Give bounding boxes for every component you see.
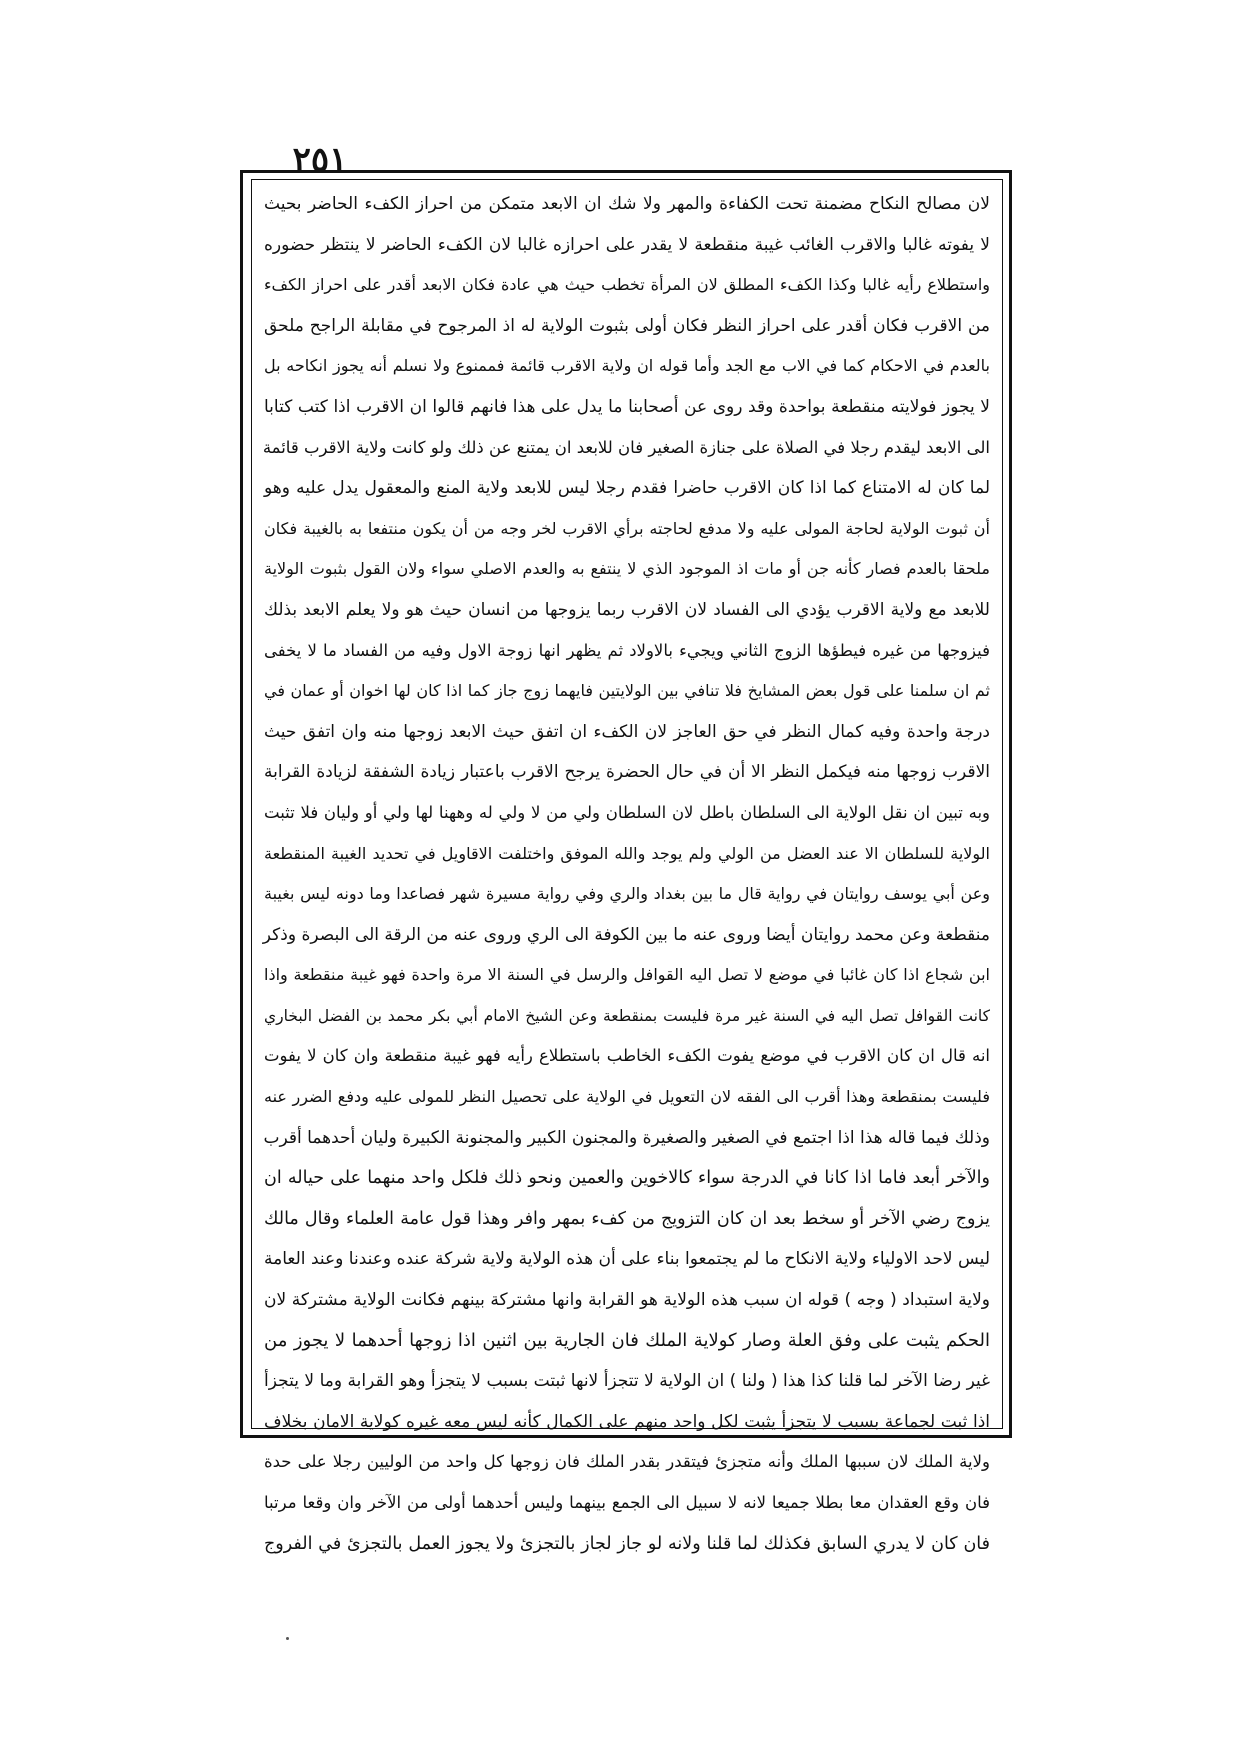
text-line: لان مصالح النكاح مضمنة تحت الكفاءة والمهر ولا شك ان الابعد متمكن من احراز الكفء الحاضر بحيث bbox=[264, 194, 990, 214]
text-line: غير رضا الآخر لما قلنا كذا هذا ( ولنا ) ان الولاية لا تتجزأ لانها ثبتت بسبب لا يتجزأ وهو القرابة وما لا يتجزأ bbox=[264, 1371, 990, 1392]
text-line: منقطعة وعن محمد روايتان أيضا وروى عنه ما بين الكوفة الى الري وروى عنه من الرقة الى البصرة وذكر bbox=[262, 924, 990, 945]
text-frame bbox=[251, 179, 1003, 1554]
text-line: وبه تبين ان نقل الولاية الى السلطان باطل لان السلطان ولي من لا ولي له وههنا لها ولي أو وليان فلا تثبت bbox=[264, 802, 990, 822]
text-line: فان وقع العقدان معا بطلا جميعا لانه لا سبيل الى الجمع بينهما وليس أحدهما أولى من الآخر وان وقعا مرتبا bbox=[264, 1493, 990, 1512]
text-line: ولاية استبداد ( وجه ) قوله ان سبب هذه الولاية هو القرابة وانها مشتركة بينهم فكانت الولاية مشتركة لان bbox=[264, 1290, 990, 1311]
text-line: واستطلاع رأيه غالبا وكذا الكفء المطلق لان المرأة تخطب حيث هي عادة فكان الابعد أقدر على احراز الكفء bbox=[264, 275, 990, 295]
page-number-text: ٢٥١ bbox=[292, 140, 348, 180]
text-line: فليست بمنقطعة وهذا أقرب الى الفقه لان التعويل في الولاية على تحصيل النظر للمولى عليه ودفع الضرر عنه bbox=[264, 1087, 990, 1107]
text-line: ثم ان سلمنا على قول بعض المشايخ فلا تنافي بين الولايتين فايهما زوج جاز كما اذا كان لها اخوان أو عمان في bbox=[264, 681, 990, 701]
text-line: ابن شجاع اذا كان غائبا في موضع لا تصل اليه القوافل والرسل في السنة الا مرة واحدة فهو غيبة منقطعة واذا bbox=[264, 965, 990, 985]
text-line: من الاقرب فكان أقدر على احراز النظر فكان أولى بثبوت الولاية له اذ المرجوح في مقابلة الراجح ملحق bbox=[264, 315, 990, 336]
text-line: أن ثبوت الولاية لحاجة المولى عليه ولا مدفع لحاجته برأي الاقرب لخر وجه من أن يكون منتفعا به بالغيبة فكان bbox=[264, 518, 990, 538]
text-line: انه قال ان كان الاقرب في موضع يفوت الكفء الخاطب باستطلاع رأيه فهو غيبة منقطعة وان كان لا يفوت bbox=[264, 1046, 990, 1066]
text-line: ليس لاحد الاولياء ولاية الانكاح ما لم يجتمعوا بناء على أن هذه الولاية ولاية شركة عنده وعندنا وعند العامة bbox=[264, 1249, 990, 1270]
text-line bbox=[264, 1564, 990, 1605]
page-frame bbox=[240, 170, 1012, 1554]
text-line: لما كان له الامتناع كما اذا كان الاقرب حاضرا فقدم رجلا ليس للابعد ولاية المنع والمعقول يدل عليه وهو bbox=[264, 478, 990, 499]
stray-mark bbox=[286, 1637, 289, 1640]
text-line: فيزوجها من غيره فيطؤها الزوج الثاني ويجيء بالاولاد ثم يظهر انها زوجة الاول وفيه من الفساد ما لا يخفى bbox=[264, 640, 990, 660]
text-line: ولاية الملك لان سببها الملك وأنه متجزئ فيتقدر بقدر الملك فان زوجها كل واحد من الوليين رجلا على حدة bbox=[264, 1452, 990, 1472]
text-line: الحكم يثبت على وفق العلة وصار كولاية الملك فان الجارية بين اثنين اذا زوجها أحدهما لا يجوز من bbox=[264, 1329, 990, 1351]
text-line: بالعدم في الاحكام كما في الاب مع الجد وأما قوله ان ولاية الاقرب قائمة فممنوع ولا نسلم أنه يجوز انكاحه بل bbox=[264, 356, 990, 376]
text-line: درجة واحدة وفيه كمال النظر في حق العاجز لان الكفء ان اتفق حيث الابعد زوجها منه وان اتفق حيث bbox=[264, 721, 990, 742]
text-line: الاقرب زوجها منه فيكمل النظر الا أن في حال الحضرة يرجح الاقرب باعتبار زيادة الشفقة لزيادة القرابة bbox=[264, 762, 990, 783]
text-line: لا يجوز فولايته منقطعة بواحدة وقد روى عن أصحابنا ما يدل على هذا فانهم قالوا ان الاقرب اذا كتب كتابا bbox=[264, 396, 990, 417]
text-line: كانت القوافل تصل اليه في السنة غير مرة فليست بمنقطعة وعن الشيخ الامام أبي بكر محمد بن الفضل البخاري bbox=[264, 1006, 990, 1025]
text-line: ملحقا بالعدم فصار كأنه جن أو مات اذ الموجود الذي لا ينتفع به والعدم الاصلي سواء ولان القول بثبوت الولاية bbox=[264, 559, 990, 579]
text-line: فان كان لا يدري السابق فكذلك لما قلنا ولانه لو جاز لجاز بالتجزئ ولا يجوز العمل بالتجزئ في الفروج bbox=[264, 1533, 990, 1554]
text-line: يزوج رضي الآخر أو سخط بعد ان كان التزويج من كفء بمهر وافر وهذا قول عامة العلماء وقال مالك bbox=[264, 1208, 990, 1229]
text-line: لا يفوته غالبا والاقرب الغائب غيبة منقطعة لا يقدر على احرازه غالبا لان الكفء الحاضر لا ينتظر حضوره bbox=[264, 234, 990, 255]
text-body bbox=[264, 184, 990, 1605]
text-line: الى الابعد ليقدم رجلا في الصلاة على جنازة الصغير فان للابعد ان يمتنع عن ذلك ولو كانت ولاية الاقرب قائمة bbox=[262, 437, 990, 457]
text-line: والآخر أبعد فاما اذا كانا في الدرجة سواء كالاخوين والعمين ونحو ذلك فلكل واحد منهما على حياله ان bbox=[264, 1168, 990, 1189]
text-line: للابعد مع ولاية الاقرب يؤدي الى الفساد لان الاقرب ربما يزوجها من انسان حيث هو ولا يعلم الابعد بذلك bbox=[264, 599, 990, 620]
text-line: وعن أبي يوسف روايتان في رواية قال ما بين بغداد والري وفي رواية مسيرة شهر فصاعدا وما دونه ليس بغيبة bbox=[264, 884, 990, 904]
text-line: وذلك فيما قاله هذا اذا اجتمع في الصغير والصغيرة والمجنون الكبير والمجنونة الكبيرة وليان أحدهما أقرب bbox=[263, 1127, 990, 1148]
text-line: اذا ثبت لجماعة بسبب لا يتجزأ يثبت لكل واحد منهم على الكمال كأنه ليس معه غيره كولاية الامان بخلاف bbox=[264, 1411, 990, 1432]
text-line: الولاية للسلطان الا عند العضل من الولي ولم يوجد والله الموفق واختلفت الاقاويل في تحديد الغيبة المنقطعة bbox=[264, 843, 990, 863]
